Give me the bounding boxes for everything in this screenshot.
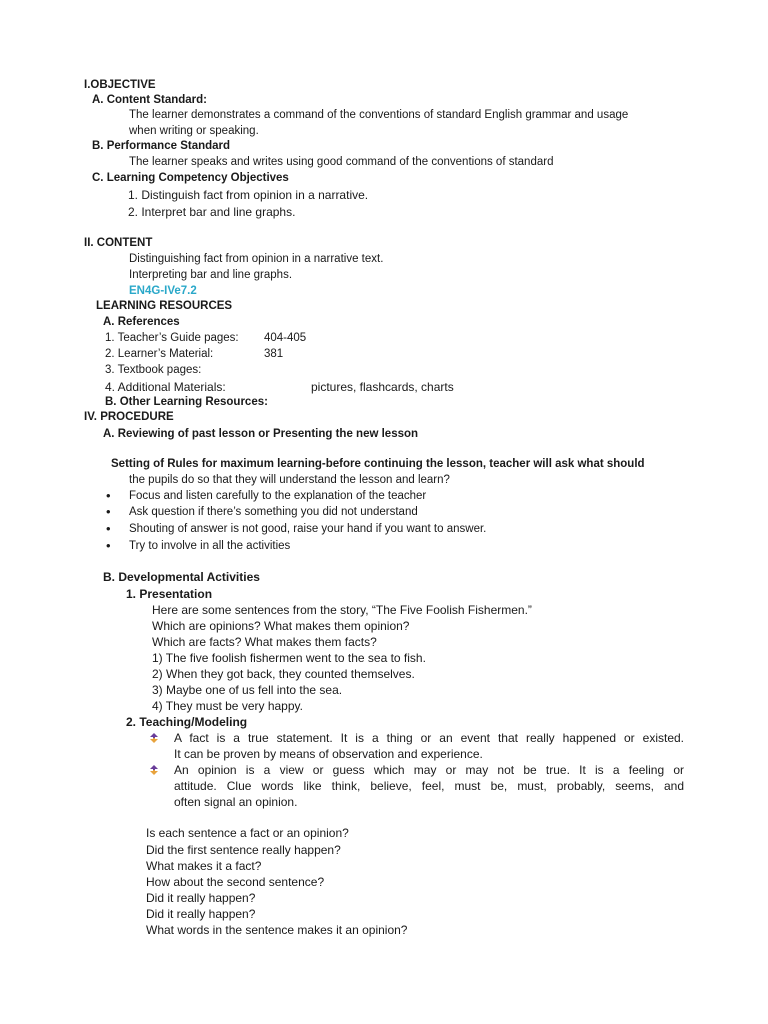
- discussion-question: What makes it a fact?: [146, 859, 262, 873]
- procedure-heading: IV. PROCEDURE: [84, 411, 174, 423]
- opinion-definition-line-1: An opinion is a view or guess which may or may not be true. It is a feeling or: [174, 763, 684, 777]
- story-sentence-2: 2) When they got back, they counted themselves.: [152, 667, 415, 681]
- rule-item: • Try to involve in all the activities: [129, 539, 290, 553]
- presentation-intro: Here are some sentences from the story, “The Five Foolish Fishermen.”: [152, 603, 532, 617]
- discussion-question: Did the first sentence really happen?: [146, 843, 341, 857]
- teaching-label: 2. Teaching/Modeling: [126, 715, 248, 729]
- learners-material-label: 2. Learner’s Material:: [105, 348, 214, 360]
- presentation-question-1: Which are opinions? What makes them opinion?: [152, 619, 410, 633]
- rules-intro-1: [111, 457, 645, 471]
- content-standard-text-1: The learner demonstrates a command of the conventions of standard English grammar and usage: [129, 109, 629, 121]
- story-sentence-3: 3) Maybe one of us fell into the sea.: [152, 683, 343, 697]
- performance-standard-label: B. Performance Standard: [92, 140, 231, 152]
- objective-heading: I.OBJECTIVE: [84, 79, 156, 91]
- discussion-question: Did it really happen?: [146, 891, 256, 905]
- discussion-question: What words in the sentence makes it an opinion?: [146, 923, 408, 937]
- fact-definition-line-2: It can be proven by means of observation and experience.: [174, 747, 483, 761]
- content-standard-text-2: when writing or speaking.: [129, 125, 259, 137]
- discussion-question: Is each sentence a fact or an opinion?: [146, 826, 349, 840]
- discussion-question: How about the second sentence?: [146, 875, 325, 889]
- learners-material-value: 381: [264, 348, 284, 360]
- competency-code: EN4G-IVe7.2: [129, 285, 197, 297]
- content-line-2: Interpreting bar and line graphs.: [129, 269, 293, 281]
- textbook-label: 3. Textbook pages:: [105, 364, 202, 376]
- resources-heading: LEARNING RESOURCES: [96, 300, 233, 312]
- competency-item-2: 2. Interpret bar and line graphs.: [128, 205, 296, 219]
- story-sentence-4: 4) They must be very happy.: [152, 699, 303, 713]
- references-label: A. References: [103, 316, 180, 328]
- opinion-definition: [174, 763, 684, 777]
- rules-intro-text: Setting of Rules for maximum learning-before continuing the lesson, teacher will ask what should: [111, 458, 645, 470]
- content-line-1: Distinguishing fact from opinion in a narrative text.: [129, 253, 384, 265]
- other-resources-label: B. Other Learning Resources:: [105, 396, 268, 408]
- developmental-label: B. Developmental Activities: [103, 570, 260, 584]
- content-standard-label: A. Content Standard:: [92, 94, 207, 106]
- rule-item: • Shouting of answer is not good, raise your hand if you want to answer.: [129, 522, 486, 536]
- rules-intro-2: the pupils do so that they will understand the lesson and learn?: [129, 474, 450, 486]
- competency-label: C. Learning Competency Objectives: [92, 172, 289, 184]
- fact-definition: [174, 731, 684, 745]
- presentation-label: 1. Presentation: [126, 587, 213, 601]
- fact-definition-line-1: A fact is a true statement. It is a thing or an event that really happened or existed.: [174, 731, 684, 745]
- presentation-question-2: Which are facts? What makes them facts?: [152, 635, 377, 649]
- rule-item: • Focus and listen carefully to the explanation of the teacher: [129, 489, 426, 503]
- opinion-definition-line-3: often signal an opinion.: [174, 795, 298, 809]
- teachers-guide-label: 1. Teacher’s Guide pages:: [105, 332, 239, 344]
- rule-item: • Ask question if there’s something you did not understand: [129, 505, 418, 519]
- competency-item-1: 1. Distinguish fact from opinion in a narrative.: [128, 188, 369, 202]
- performance-standard-text: The learner speaks and writes using good command of the conventions of standard: [129, 156, 554, 168]
- teachers-guide-value: 404-405: [264, 332, 307, 344]
- additional-materials-value: pictures, flashcards, charts: [311, 380, 454, 394]
- content-heading: II. CONTENT: [84, 237, 153, 249]
- additional-materials-label: 4. Additional Materials:: [105, 380, 226, 394]
- story-sentence-1: 1) The five foolish fishermen went to the sea to fish.: [152, 651, 426, 665]
- review-label: A. Reviewing of past lesson or Presenting the new lesson: [103, 428, 419, 440]
- arrow-bullet-icon: [149, 765, 159, 775]
- discussion-question: Did it really happen?: [146, 907, 256, 921]
- arrow-bullet-icon: [149, 733, 159, 743]
- opinion-definition-line-2: attitude. Clue words like think, believe, feel, must be, must, probably, seems, and: [174, 779, 684, 793]
